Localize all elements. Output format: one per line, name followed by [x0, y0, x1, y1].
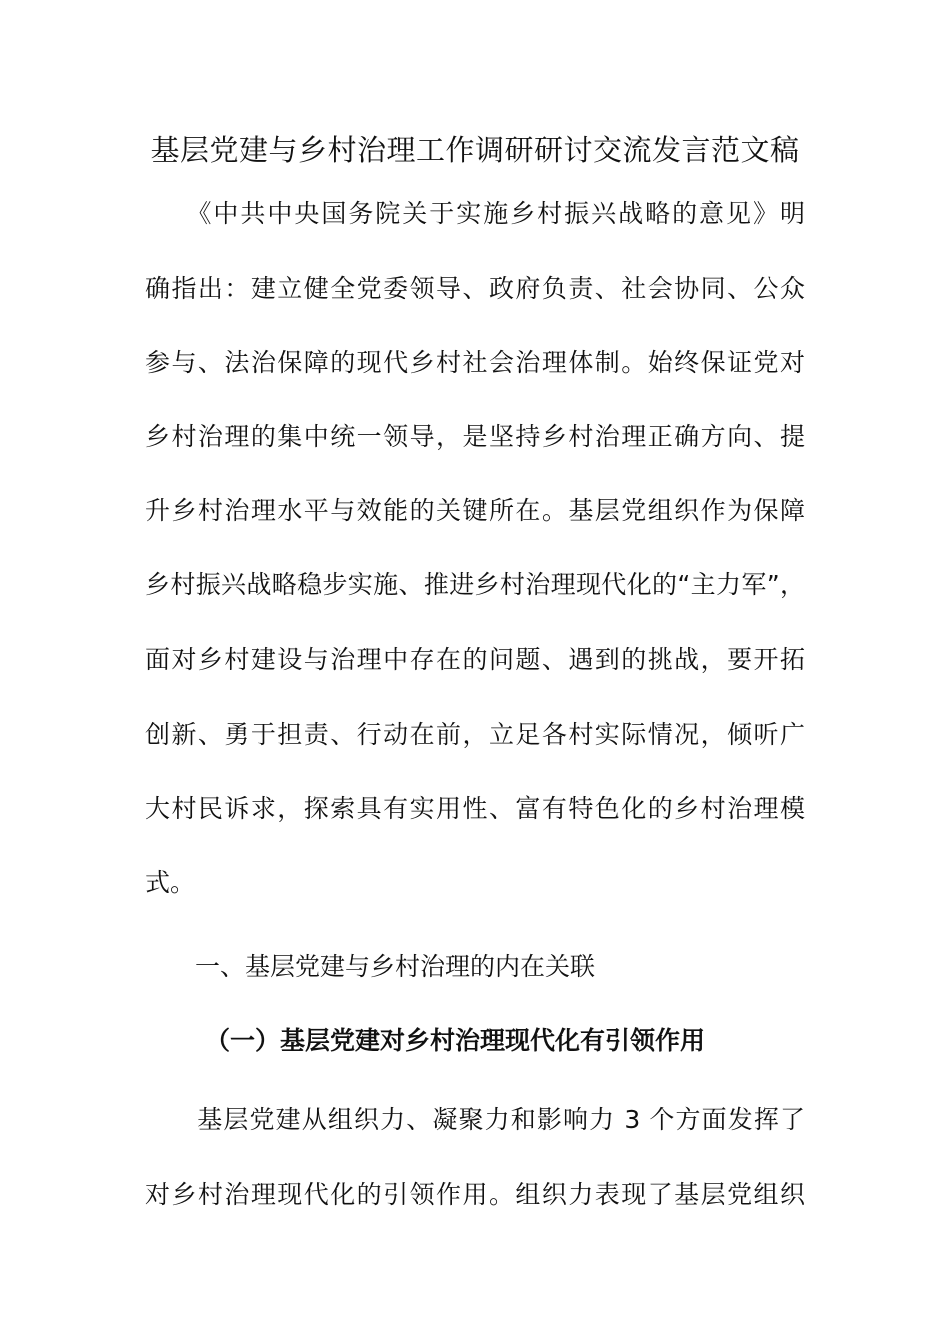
paragraph-line: 对乡村治理现代化的引领作用。组织力表现了基层党组织 — [145, 1180, 805, 1209]
paragraph-line: 确指出：建立健全党委领导、政府负责、社会协同、公众 — [145, 274, 805, 303]
paragraph-line: 乡村治理的集中统一领导，是坚持乡村治理正确方向、提 — [145, 422, 805, 451]
paragraph-line: 大村民诉求，探索具有实用性、富有特色化的乡村治理模 — [145, 794, 805, 823]
section-heading: 一、基层党建与乡村治理的内在关联 — [195, 952, 596, 981]
paragraph-line: 创新、勇于担责、行动在前，立足各村实际情况，倾听广 — [145, 720, 805, 749]
paragraph-line: 式。 — [145, 868, 196, 897]
paragraph-line: 升乡村治理水平与效能的关键所在。基层党组织作为保障 — [145, 496, 805, 525]
subsection-heading: （一）基层党建对乡村治理现代化有引领作用 — [205, 1026, 706, 1055]
document-title: 基层党建与乡村治理工作调研研讨交流发言范文稿 — [150, 133, 800, 167]
paragraph-line: 基层党建从组织力、凝聚力和影响力 3 个方面发挥了 — [145, 1105, 805, 1134]
paragraph-line: 《中共中央国务院关于实施乡村振兴战略的意见》明 — [145, 199, 805, 228]
paragraph-line: 面对乡村建设与治理中存在的问题、遇到的挑战，要开拓 — [145, 645, 805, 674]
paragraph-line: 乡村振兴战略稳步实施、推进乡村治理现代化的“主力军”， — [145, 570, 805, 599]
paragraph-line: 参与、法治保障的现代乡村社会治理体制。始终保证党对 — [145, 348, 805, 377]
